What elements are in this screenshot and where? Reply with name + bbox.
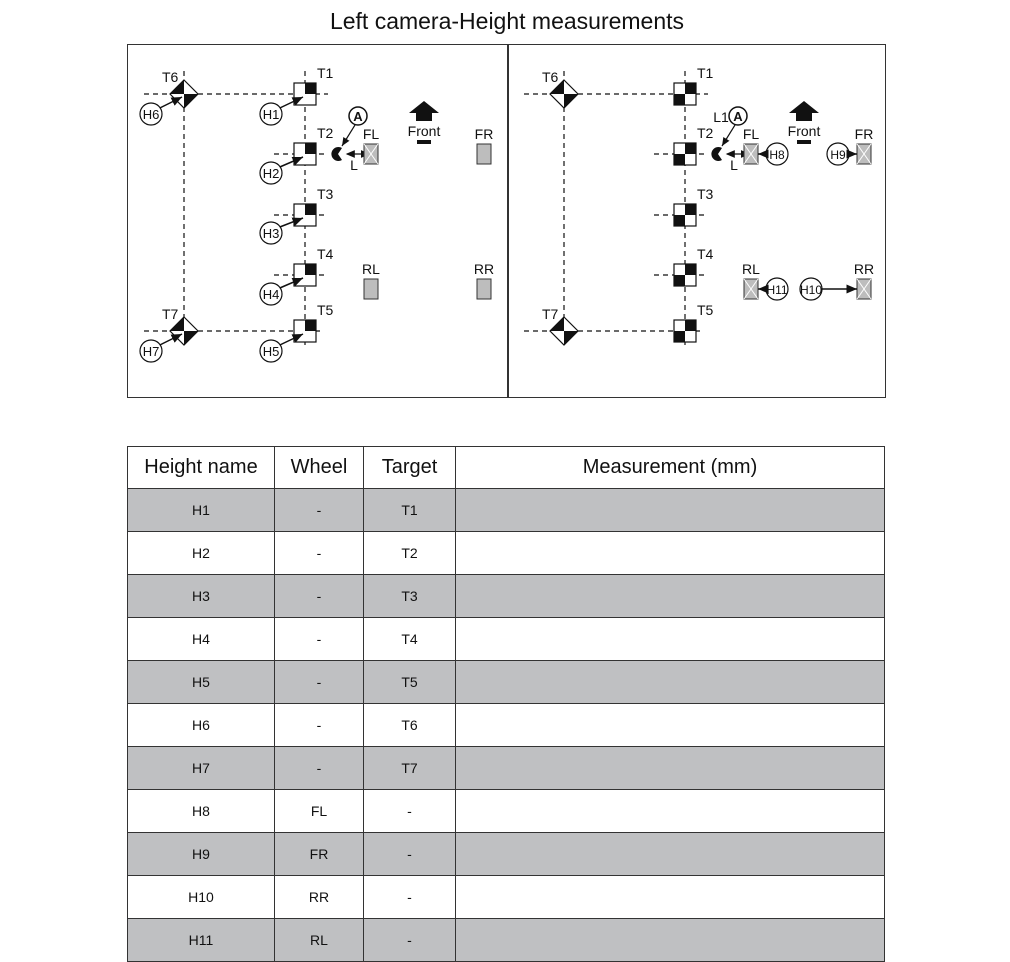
wheel-label: RR [853,261,875,277]
camera-label: A [353,109,363,124]
cell-height-name: H4 [128,618,275,661]
height-callout-label: H9 [830,148,846,162]
wheel-label: RL [362,261,380,277]
target-marker-icon [294,204,316,226]
cell-measurement-input[interactable] [456,618,885,661]
header-measurement: Measurement (mm) [456,447,885,489]
cell-height-name: H9 [128,833,275,876]
cell-target: T1 [364,489,456,532]
target-marker-icon [294,143,316,165]
cell-measurement-input[interactable] [456,532,885,575]
wheel-label: FL [362,126,380,142]
height-callout [758,143,788,165]
target-label: T3 [697,186,714,202]
cell-target: - [364,876,456,919]
table-row [128,618,885,661]
height-callout-label: H2 [262,166,280,181]
front-arrow-icon [788,101,821,144]
height-callout-label: H4 [262,287,280,302]
target-marker-icon [294,83,316,105]
wheel-icon [477,279,491,299]
cell-height-name: H3 [128,575,275,618]
camera-label: A [733,109,743,124]
height-callout [827,143,857,165]
page-title: Left camera-Height measurements [329,8,685,34]
target-marker-icon [674,320,696,342]
target-marker-icon [674,143,696,165]
table-row [128,489,885,532]
cell-height-name: H2 [128,532,275,575]
wheel-label: FR [474,126,494,142]
cell-height-name: H6 [128,704,275,747]
wheel-label: RR [473,261,495,277]
cell-measurement-input[interactable] [456,704,885,747]
wheel-icon [364,144,378,164]
target-label: T2 [697,125,714,141]
wheel-label: FL [742,126,760,142]
height-callout [140,97,182,125]
height-callout-label: H11 [766,283,788,297]
cell-height-name: H5 [128,661,275,704]
wheel-label: RL [742,261,760,277]
table-row [128,661,885,704]
header-height-name: Height name [128,447,275,489]
camera-pointer [722,125,735,146]
cell-wheel: FR [275,833,364,876]
cell-target: - [364,919,456,962]
height-callout-label: H10 [799,283,823,297]
header-target: Target [364,447,456,489]
distance-label: L [350,157,358,173]
distance-label: L [730,157,738,173]
table-row [128,790,885,833]
cell-wheel: FL [275,790,364,833]
table-row [128,876,885,919]
target-marker-icon [294,264,316,286]
cell-measurement-input[interactable] [456,747,885,790]
wheel-icon [477,144,491,164]
target-label: T6 [542,69,559,85]
target-marker-icon [294,320,316,342]
cell-target: T7 [364,747,456,790]
target-marker-icon [674,83,696,105]
left-panel [140,65,494,362]
target-label: T1 [317,65,334,81]
height-callout-label: H6 [142,107,160,122]
cell-wheel: - [275,489,364,532]
cell-wheel: - [275,532,364,575]
wheel-icon [857,144,871,164]
target-label: T7 [162,306,179,322]
target-marker-icon [674,204,696,226]
target-label: T3 [317,186,334,202]
wheel-icon [364,279,378,299]
table-header-row [128,447,885,489]
camera-ref-label: L1 [713,109,729,125]
target-label: T4 [697,246,714,262]
target-label: T1 [697,65,714,81]
cell-height-name: H8 [128,790,275,833]
table-row [128,704,885,747]
cell-height-name: H1 [128,489,275,532]
height-callout [140,334,182,362]
cell-measurement-input[interactable] [456,489,885,532]
wheel-icon [744,279,758,299]
cell-height-name: H11 [128,919,275,962]
wheel-label: FR [854,126,874,142]
right-panel [524,65,874,345]
front-label: Front [407,123,441,139]
height-callout [800,278,857,300]
target-label: T7 [542,306,559,322]
cell-measurement-input[interactable] [456,575,885,618]
cell-wheel: - [275,661,364,704]
cell-measurement-input[interactable] [456,876,885,919]
target-label: T5 [697,302,714,318]
height-callout-label: H5 [262,344,280,359]
cell-target: T2 [364,532,456,575]
cell-target: - [364,833,456,876]
cell-target: T3 [364,575,456,618]
target-label: T2 [317,125,334,141]
cell-target: T6 [364,704,456,747]
front-label: Front [787,123,821,139]
front-arrow-icon [408,101,441,144]
target-layout-diagram [127,44,886,398]
cell-wheel: RL [275,919,364,962]
table-row [128,575,885,618]
cell-wheel: - [275,704,364,747]
target-label: T4 [317,246,334,262]
camera-pointer [342,125,355,146]
cell-target: T5 [364,661,456,704]
height-callout-label: H1 [262,107,280,122]
cell-measurement-input[interactable] [456,661,885,704]
wheel-icon [744,144,758,164]
height-callout [758,278,788,300]
cell-wheel: - [275,618,364,661]
cell-measurement-input[interactable] [456,790,885,833]
cell-height-name: H7 [128,747,275,790]
height-callout-label: H7 [142,344,160,359]
cell-target: - [364,790,456,833]
table-row [128,532,885,575]
cell-measurement-input[interactable] [456,833,885,876]
target-label: T5 [317,302,334,318]
cell-wheel: - [275,575,364,618]
table-row [128,747,885,790]
target-marker-icon [674,264,696,286]
measurement-table [127,446,885,962]
target-label: T6 [162,69,179,85]
height-callout-label: H8 [769,148,785,162]
table-row [128,833,885,876]
cell-measurement-input[interactable] [456,919,885,962]
cell-wheel: RR [275,876,364,919]
cell-target: T4 [364,618,456,661]
height-callout-label: H3 [262,226,280,241]
panel-divider [507,45,509,397]
wheel-icon [857,279,871,299]
cell-wheel: - [275,747,364,790]
header-wheel: Wheel [275,447,364,489]
cell-height-name: H10 [128,876,275,919]
table-row [128,919,885,962]
